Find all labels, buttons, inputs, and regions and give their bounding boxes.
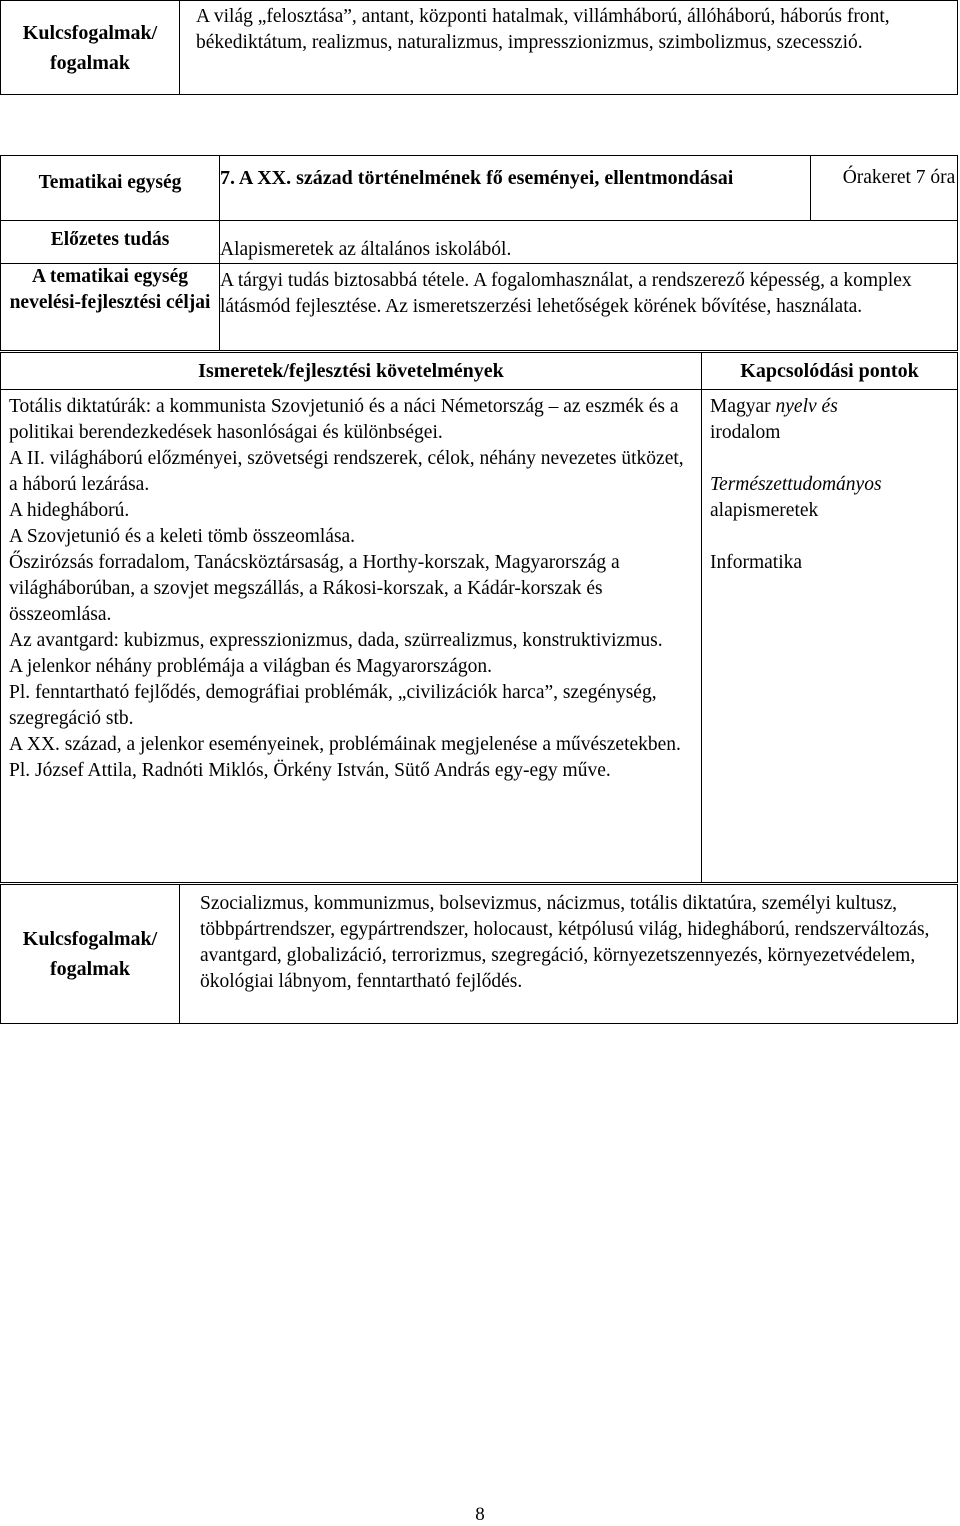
links-content xyxy=(702,390,958,883)
bottom-keywords-text: Szocializmus, kommunizmus, bolsevizmus, nácizmus, totális diktatúra, személyi kultusz, többpártrendszer, egypártrendszer, holocaust, kétpólusú világ, hidegháború, rendszerváltozás, avantgard, globalizáció, terrorizmus, szegregáció, környezetszennyezés, környezetvédelem, ökológiai lábnyom, fenntartható fejlődés. xyxy=(180,885,958,1024)
link-magyar-cont: irodalom xyxy=(710,422,781,443)
requirement-item: Pl. József Attila, Radnóti Miklós, Örkény István, Sütő András egy-egy műve. xyxy=(9,760,611,781)
links-header: Kapcsolódási pontok xyxy=(702,353,958,390)
requirement-item: A II. világháború előzményei, szövetségi rendszerek, célok, néhány nevezetes ütközet, a háború lezárása. xyxy=(9,448,684,495)
requirement-item: Totális diktatúrák: a kommunista Szovjetunió és a náci Németország – az eszmék és a politikai berendezkedések hasonlóságai és különbségei. xyxy=(9,396,679,443)
requirement-item: Pl. fenntartható fejlődés, demográfiai problémák, „civilizációk harca”, szegénység, szegregáció stb. xyxy=(9,682,657,729)
link-termeszettudomanyos-cont: alapismeretek xyxy=(710,500,819,521)
orakeret-text: Órakeret 7 óra xyxy=(842,167,956,188)
requirements-header: Ismeretek/fejlesztési követelmények xyxy=(1,353,702,390)
requirements-table xyxy=(0,352,958,883)
requirement-item: A XX. század, a jelenkor eseményeinek, problémáinak megjelenése a művészetekben. xyxy=(9,734,681,755)
link-termeszettudomanyos: Természettudományos xyxy=(710,474,882,495)
bottom-keywords-label: Kulcsfogalmak/ fogalmak xyxy=(1,885,180,1024)
page-number: 8 xyxy=(475,1504,485,1525)
top-keywords-table xyxy=(0,0,958,95)
requirement-item: Az avantgard: kubizmus, expresszionizmus, dada, szürrealizmus, konstruktivizmus. xyxy=(9,630,663,651)
link-magyar: Magyar nyelv és xyxy=(710,396,838,417)
celjai-label: A tematikai egység nevelési-fejlesztési céljai xyxy=(1,264,220,351)
top-keywords-text: A világ „felosztása”, antant, központi hatalmak, villámháború, állóháború, háborús front, békediktátum, realizmus, naturalizmus, impresszionizmus, szimbolizmus, szecesszió. xyxy=(180,1,958,95)
orakeret xyxy=(811,156,958,221)
bottom-keywords-table xyxy=(0,884,958,1024)
top-keywords-label: Kulcsfogalmak/ fogalmak xyxy=(1,1,180,95)
celjai-text: A tárgyi tudás biztosabbá tétele. A fogalomhasználat, a rendszerező képesség, a komplex látásmód fejlesztése. Az ismeretszerzési lehetőségek körének bővítése, használata. xyxy=(220,264,958,351)
tematikai-egyseg-label: Tematikai egység xyxy=(1,156,220,221)
elozetes-tudas-label: Előzetes tudás xyxy=(1,221,220,264)
requirement-item: A jelenkor néhány problémája a világban és Magyarországon. xyxy=(9,656,492,677)
requirement-item: A hidegháború. xyxy=(9,500,130,521)
requirement-item: Őszirózsás forradalom, Tanácsköztársaság, a Horthy-korszak, Magyarország a világháborúban, a szovjet megszállás, a Rákosi-korszak, a Kádár-korszak és összeomlása. xyxy=(9,552,620,625)
link-informatika: Informatika xyxy=(710,552,803,573)
requirements-content xyxy=(1,390,702,883)
requirement-item: A Szovjetunió és a keleti tömb összeomlása. xyxy=(9,526,356,547)
unit-title: 7. A XX. század történelmének fő eseményei, ellentmondásai xyxy=(220,156,811,221)
unit-header-table xyxy=(0,155,958,351)
elozetes-tudas-text: Alapismeretek az általános iskolából. xyxy=(220,221,958,264)
